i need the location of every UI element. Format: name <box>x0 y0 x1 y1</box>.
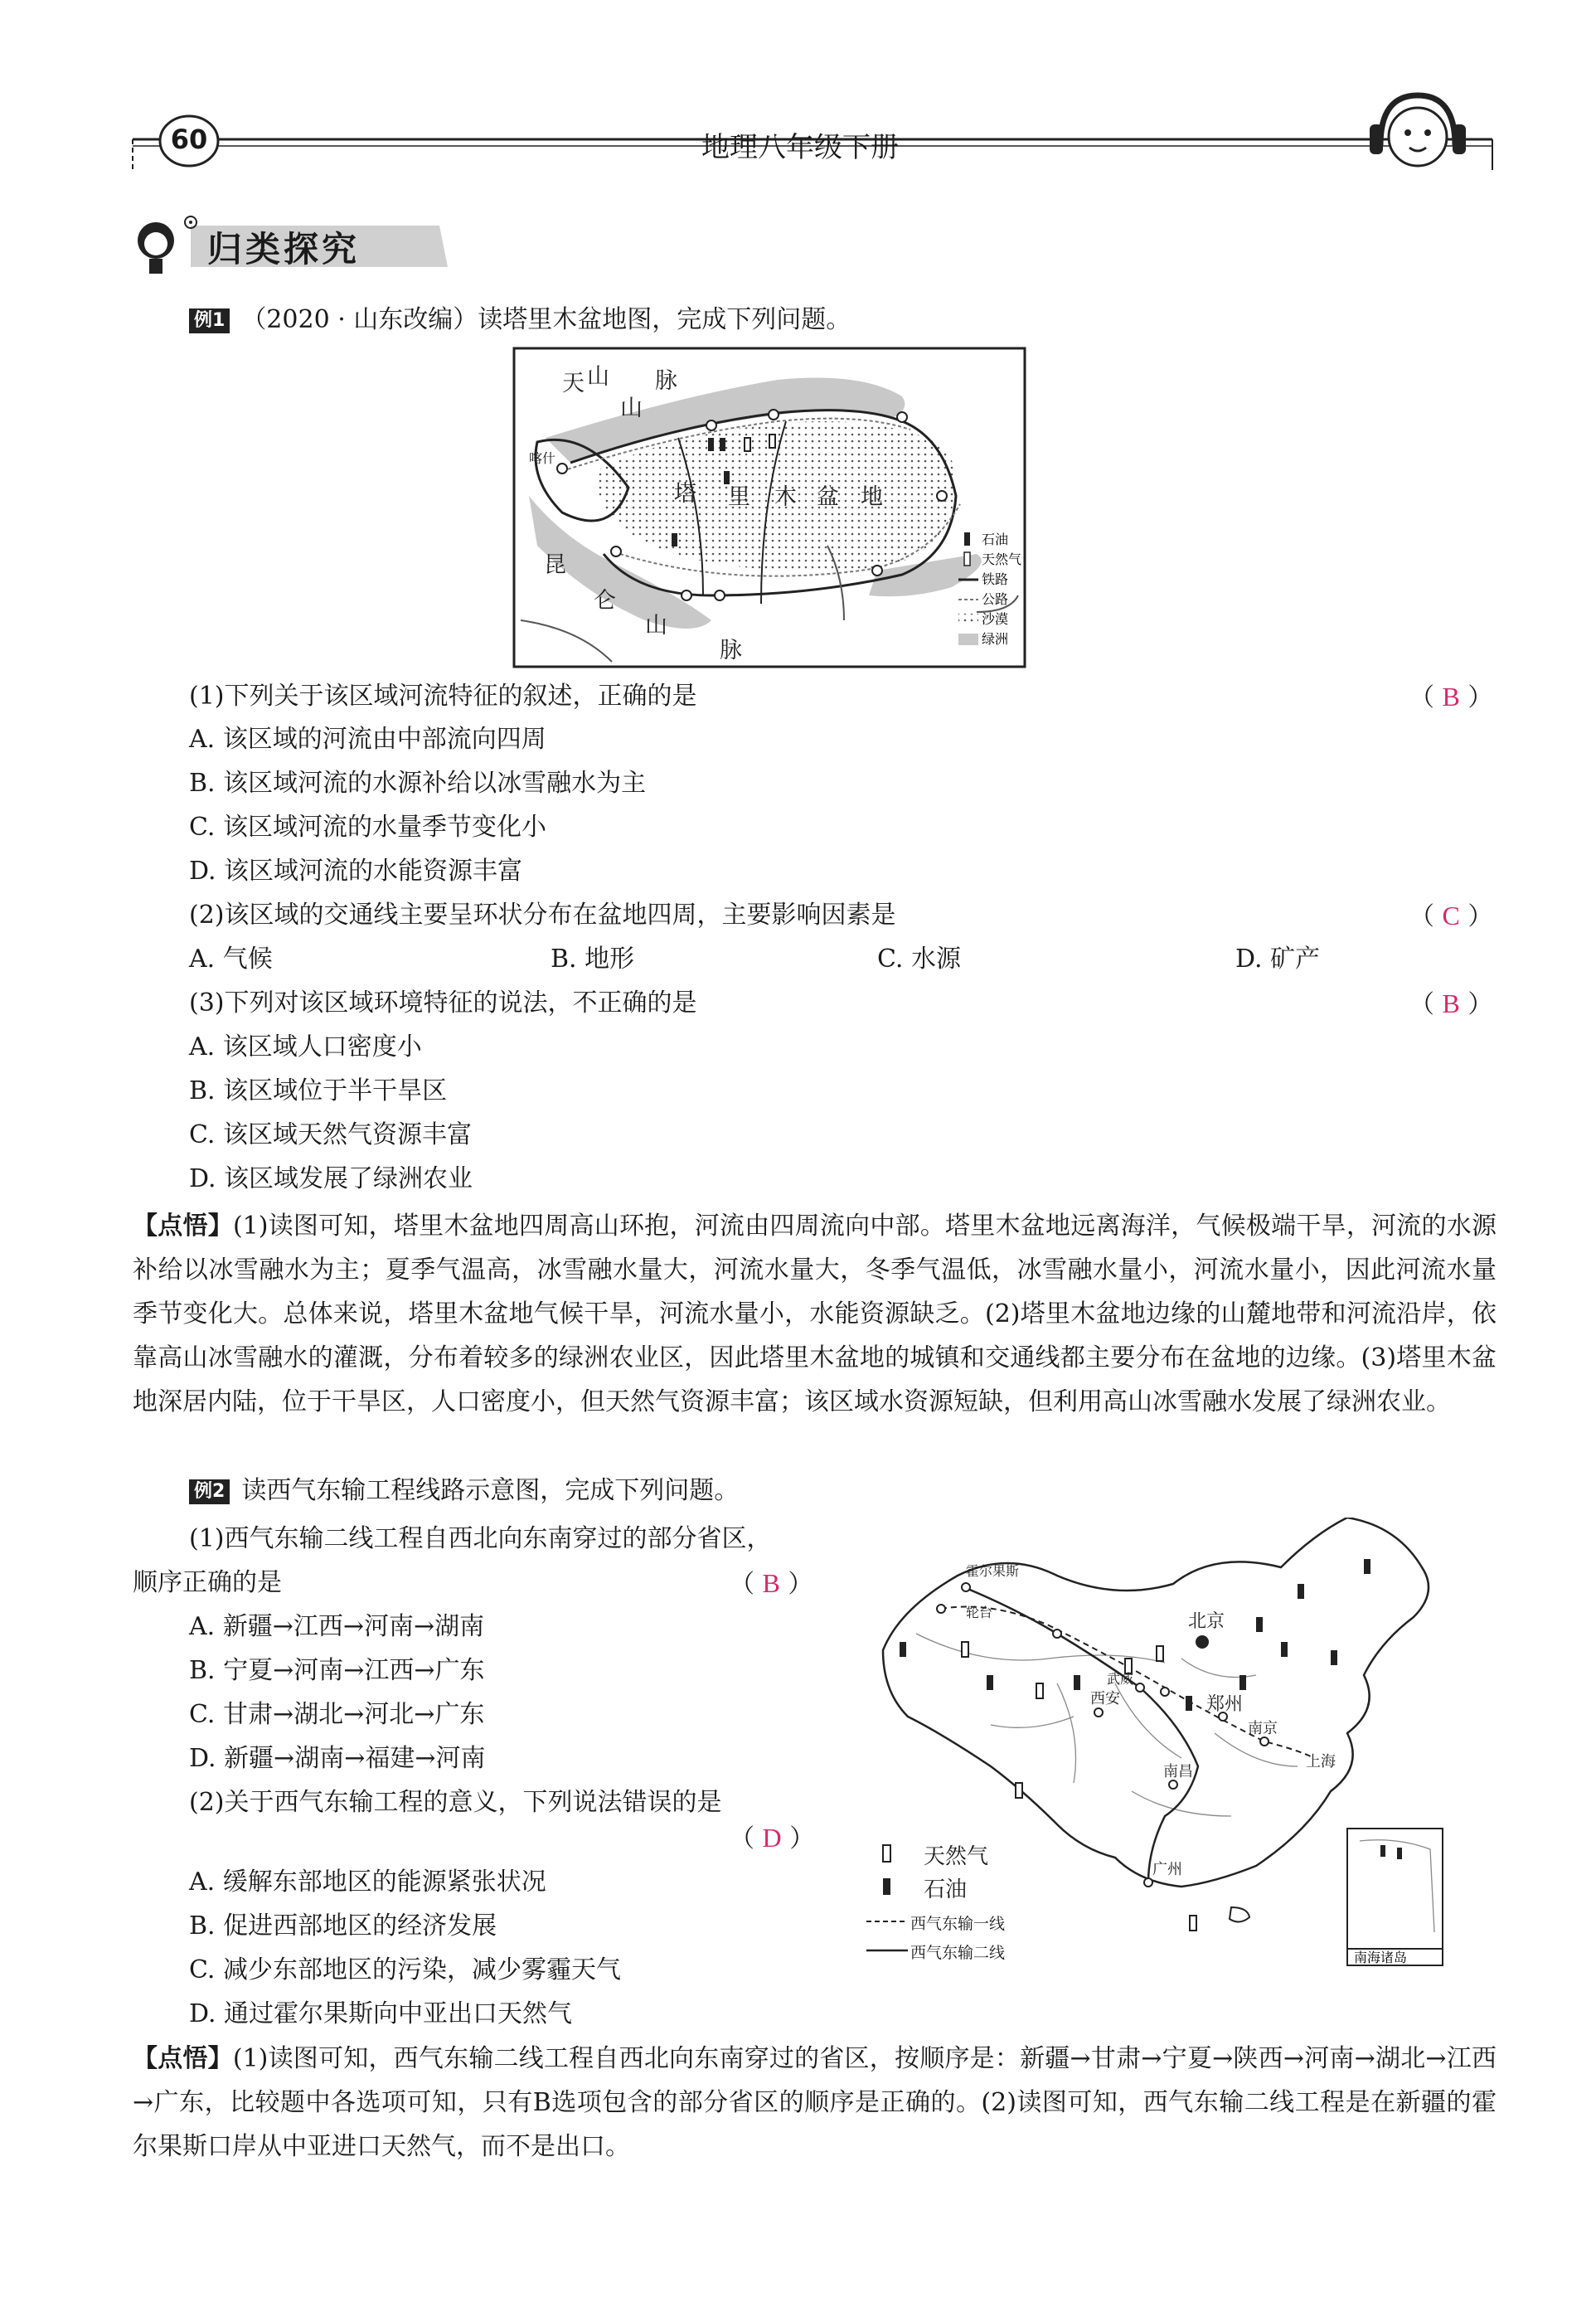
ex1-q3-option-d: D. 该区域发展了绿洲农业 <box>189 1164 473 1193</box>
ex2-q1-option-c: C. 甘肃→湖北→河北→广东 <box>189 1700 485 1729</box>
ex1-analysis <box>133 1204 1497 1424</box>
example1-tag: 例1 <box>189 308 230 333</box>
ex1-q3-stem: (3)下列对该区域环境特征的说法，不正确的是 <box>189 988 697 1018</box>
legend-desert: 沙漠 <box>982 611 1009 627</box>
example2-stem <box>189 1469 739 1513</box>
city-zhengzhou: 郑州 <box>1206 1694 1244 1715</box>
map-label-tian: 天 <box>562 371 585 396</box>
legend-gas: 天然气 <box>982 551 1022 567</box>
ex1-analysis-text: (1)读图可知，塔里木盆地四周高山环抱，河流由四周流向中部。塔里木盆地远离海洋，气候极端干旱，河流的水源补给以冰雪融水为主；夏季气温高，冰雪融水量大，河流水量大，冬季气温低，冰雪融水量小，河流水量小，因此河流水量季节变化大。总体来说，塔里木盆地气候干旱，河流水量小，水能资源缺乏。(2)塔里木盆地边缘的山麓地带和河流沿岸，依靠高山冰雪融水的灌溉，分布着较多的绿洲农业区，因此塔里木盆地的城镇和交通线都主要分布在盆地的边缘。(3)塔里木盆地深居内陆，位于干旱区，人口密度小，但天然气资源丰富；该区域水资源短缺，但利用高山冰雪融水发展了绿洲农业。 <box>133 1212 1497 1416</box>
ex1-analysis-label: 【点悟】 <box>133 1212 233 1241</box>
map-label-di: 地 <box>861 484 883 510</box>
ex1-q1-option-a: A. 该区域的河流由中部流向四周 <box>189 725 546 754</box>
headphones-face-icon <box>1370 95 1466 166</box>
ex1-q1-option-d: D. 该区域河流的水能资源丰富 <box>189 857 523 886</box>
ex1-q2-answer-box: （ C ） <box>1409 901 1493 931</box>
legend-natural-gas: 天然气 <box>924 1844 989 1869</box>
section-title: 归类探究 <box>207 229 361 270</box>
ex2-q2-option-c: C. 减少东部地区的污染，减少雾霾天气 <box>189 1955 621 1984</box>
city-xian: 西安 <box>1090 1690 1120 1707</box>
ex1-q3-answer-box: （ B ） <box>1409 988 1493 1019</box>
ex1-q2-option-a: A. 气候 <box>189 945 273 974</box>
legend-railway: 铁路 <box>982 571 1009 587</box>
ex2-q2-option-d: D. 通过霍尔果斯向中亚出口天然气 <box>189 1999 573 2028</box>
legend-oasis: 绿洲 <box>982 631 1009 647</box>
ex2-q1-option-b: B. 宁夏→河南→江西→广东 <box>189 1656 485 1685</box>
ex2-q2-option-b: B. 促进西部地区的经济发展 <box>189 1911 497 1940</box>
map-label-mai1: 脉 <box>655 368 677 394</box>
city-luntai: 轮台 <box>966 1605 993 1620</box>
map-label-li: 里 <box>728 484 750 510</box>
ex1-q2-answer: C <box>1442 901 1460 930</box>
legend-petroleum: 石油 <box>924 1877 968 1902</box>
ex2-q2-answer-box: （ D ） <box>730 1823 815 1853</box>
map-label-ta: 塔 <box>674 481 696 507</box>
legend-oil: 石油 <box>982 532 1009 547</box>
map-label-shan2: 山 <box>620 396 643 421</box>
ex1-q1-stem: (1)下列关于该区域河流特征的叙述，正确的是 <box>189 682 697 711</box>
ex1-q3-option-a: A. 该区域人口密度小 <box>189 1032 422 1061</box>
example2-tag: 例2 <box>189 1479 230 1504</box>
ex2-q1-option-d: D. 新疆→湖南→福建→河南 <box>189 1744 486 1773</box>
ex2-q2-stem: (2)关于西气东输工程的意义，下列说法错误的是 <box>189 1788 722 1817</box>
map-label-kashi: 喀什 <box>529 450 556 466</box>
city-beijing: 北京 <box>1188 1611 1225 1632</box>
ex1-q3-option-c: C. 该区域天然气资源丰富 <box>189 1120 472 1149</box>
south-china-sea-inset <box>1347 1829 1443 1965</box>
ex2-q1-stem-line2: 顺序正确的是 <box>133 1568 282 1597</box>
ex1-q1-option-c: C. 该区域河流的水量季节变化小 <box>189 813 546 842</box>
example2-stem-text: 读西气东输工程线路示意图，完成下列问题。 <box>241 1476 740 1505</box>
city-nanchang: 南昌 <box>1163 1763 1193 1780</box>
legend-line2: 西气东输二线 <box>910 1944 1006 1962</box>
ex1-q1-answer-box: （ B ） <box>1409 682 1493 712</box>
ex2-q1-answer-box: （ B ） <box>730 1568 813 1599</box>
city-shanghai: 上海 <box>1306 1753 1336 1770</box>
girl-mascot-icon <box>138 216 196 274</box>
page-title: 地理八年级下册 <box>701 131 899 164</box>
ex2-q2-answer: D <box>762 1823 782 1853</box>
ex1-q3-option-b: B. 该区域位于半干旱区 <box>189 1076 448 1105</box>
pipeline-map-legend <box>866 1845 908 1950</box>
map-label-lun: 仑 <box>594 588 616 614</box>
map-label-shan3: 山 <box>645 613 667 639</box>
legend-highway: 公路 <box>982 591 1009 607</box>
map-label-shan1: 山 <box>587 364 609 390</box>
page-number: 60 <box>170 124 208 155</box>
ex1-q2-option-b: B. 地形 <box>551 945 635 974</box>
tarim-basin-map <box>512 347 1026 668</box>
inset-label: 南海诸岛 <box>1354 1950 1408 1965</box>
ex1-q1-option-b: B. 该区域河流的水源补给以冰雪融水为主 <box>189 769 647 798</box>
legend-line1: 西气东输一线 <box>910 1915 1006 1933</box>
ex2-analysis-label: 【点悟】 <box>133 2044 233 2073</box>
city-khorgos: 霍尔果斯 <box>966 1563 1020 1579</box>
ex2-q1-stem-line1: (1)西气东输二线工程自西北向东南穿过的部分省区， <box>189 1524 772 1553</box>
ex2-q1-answer: B <box>762 1568 780 1598</box>
map-label-kun: 昆 <box>544 552 566 578</box>
city-wuwei: 武威 <box>1107 1671 1134 1687</box>
ex2-analysis <box>133 2037 1497 2169</box>
ex1-q1-answer: B <box>1442 682 1460 712</box>
example1-stem <box>189 299 851 342</box>
ex1-q2-stem: (2)该区域的交通线主要呈环状分布在盆地四周，主要影响因素是 <box>189 901 896 930</box>
ex2-analysis-text: (1)读图可知，西气东输二线工程自西北向东南穿过的省区，按顺序是：新疆→甘肃→宁夏→陕西→河南→湖北→江西→广东，比较题中各选项可知，只有B选项包含的部分省区的顺序是正确的。(2)读图可知，西气东输二线工程是在新疆的霍尔果斯口岸从中亚进口天然气，而不是出口。 <box>133 2044 1497 2161</box>
map-label-mu: 木 <box>774 484 797 510</box>
ex1-q2-option-c: C. 水源 <box>877 945 961 974</box>
ex1-q2-option-d: D. 矿产 <box>1235 945 1321 974</box>
ex2-q2-option-a: A. 缓解东部地区的能源紧张状况 <box>189 1868 546 1897</box>
map-label-pen: 盆 <box>817 484 839 510</box>
city-nanjing: 南京 <box>1248 1720 1278 1737</box>
ex2-q1-option-a: A. 新疆→江西→河南→湖南 <box>189 1612 485 1641</box>
map-label-mai2: 脉 <box>720 638 742 663</box>
example1-stem-text: （2020 · 山东改编）读塔里木盆地图，完成下列问题。 <box>241 305 851 334</box>
city-guangzhou: 广州 <box>1152 1861 1182 1878</box>
ex1-q3-answer: B <box>1442 988 1460 1018</box>
